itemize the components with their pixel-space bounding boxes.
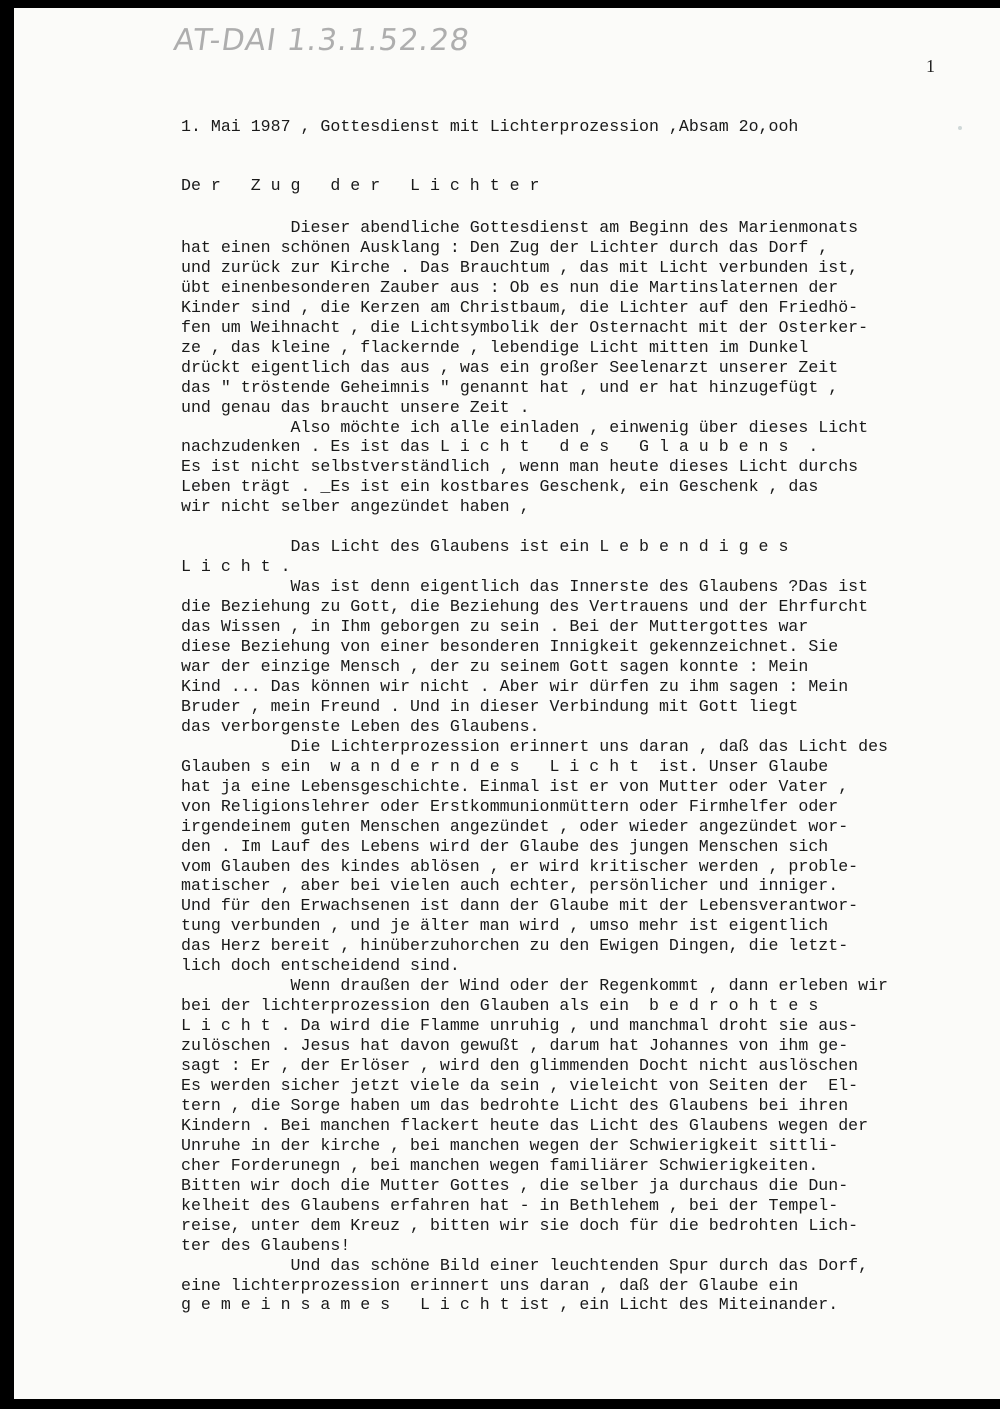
document-header: 1. Mai 1987 , Gottesdienst mit Lichterprozession ,Absam 2o,ooh [181,117,799,136]
page-number: 1 [926,56,935,76]
document-page [14,8,1000,1399]
document-title: De r Z u g d e r L i c h t e r [181,176,540,195]
paper-speck [958,126,962,130]
archive-signature-handwritten: AT-DAI 1.3.1.52.28 [171,23,473,58]
typewritten-body-text: Dieser abendliche Gottesdienst am Beginn des Marienmonats hat einen schönen Ausklang : Den Zug der Lichter durch das Dorf , und zurück zur Kirche . Das Brauchtum , das mit Licht verbunden ist, übt einenbesonderen Zauber aus : Ob es nun die Martinslaternen der Kinder sind , die Kerzen am Christbaum, die Lichter auf den Friedhö- fen um Weihnacht , die Lichtsymbolik der Osternacht mit der Osterker- ze , das kleine , flackernde , lebendige Licht mitten im Dunkel drückt eigentlich das aus , was ein großer Seelenarzt unserer Zeit das " tröstende Geheimnis " genannt hat , und er hat hinzugefügt , und genau das braucht unsere Zeit . Also möchte ich alle einladen , einwenig über dieses Licht nachzudenken . Es ist das L i c h t d e s G l a u b e n s . Es ist nicht selbstverständlich , wenn man heute dieses Licht durchs Leben trägt . _Es ist ein kostbares Geschenk, ein Geschenk , das wir nicht selber angezündet haben , Das Licht des Glaubens ist ein L e b e n d i g e s L i c h t . Was ist denn eigentlich das Innerste des Glaubens ?Das ist die Beziehung zu Gott, die Beziehung des Vertrauens und der Ehrfurcht das Wissen , in Ihm geborgen zu sein . Bei der Muttergottes war diese Beziehung von einer besonderen Innigkeit gekennzeichnet. Sie war der einzige Mensch , der zu seinem Gott sagen konnte : Mein Kind ... Das können wir nicht . Aber wir dürfen zu ihm sagen : Mein Bruder , mein Freund . Und in dieser Verbindung mit Gott liegt das verborgenste Leben des Glaubens. Die Lichterprozession erinnert uns daran , daß das Licht des Glauben s ein w a n d e r n d e s L i c h t ist. Unser Glaube hat ja eine Lebensgeschichte. Einmal ist er von Mutter oder Vater , von Religionslehrer oder Erstkommunionmüttern oder Firmhelfer oder irgendeinem guten Menschen angezündet , oder wieder angezündet wor- den . Im Lauf des Lebens wird der Glaube des jungen Menschen sich vom Glauben des kindes ablösen , er wird kritischer werden , proble- matischer , aber bei vielen auch echter, persönlicher und inniger. Und für den Erwachsenen ist dann der Glaube mit der Lebensverantwor- tung verbunden , und je älter man wird , umso mehr ist eigentlich das Herz bereit , hinüberzuhorchen zu den Ewigen Dingen, die letzt- lich doch entscheidend sind. Wenn draußen der Wind oder der Regenkommt , dann erleben wir bei der lichterprozession den Glauben als ein b e d r o h t e s L i c h t . Da wird die Flamme unruhig , und manchmal droht sie aus- zulöschen . Jesus hat davon gewußt , darum hat Johannes von ihm ge- sagt : Er , der Erlöser , wird den glimmenden Docht nicht auslöschen Es werden sicher jetzt viele da sein , vieleicht von Seiten der El- tern , die Sorge haben um das bedrohte Licht des Glaubens bei ihren Kindern . Bei manchen flackert heute das Licht des Glaubens wegen der Unruhe in der kirche , bei manchen wegen der Schwierigkeit sittli- cher Forderunegn , bei manchen wegen familiärer Schwierigkeiten. Bitten wir doch die Mutter Gottes , die selber ja durchaus die Dun- kelheit des Glaubens erfahren hat - in Bethlehem , bei der Tempel- reise, unter dem Kreuz , bitten wir sie doch für die bedrohten Lich- ter des Glaubens! Und das schöne Bild einer leuchtenden Spur durch das Dorf, eine lichterprozession erinnert uns daran , daß der Glaube ein g e m e i n s a m e s L i c h t ist , ein Licht des Miteinander. [181,218,889,1315]
